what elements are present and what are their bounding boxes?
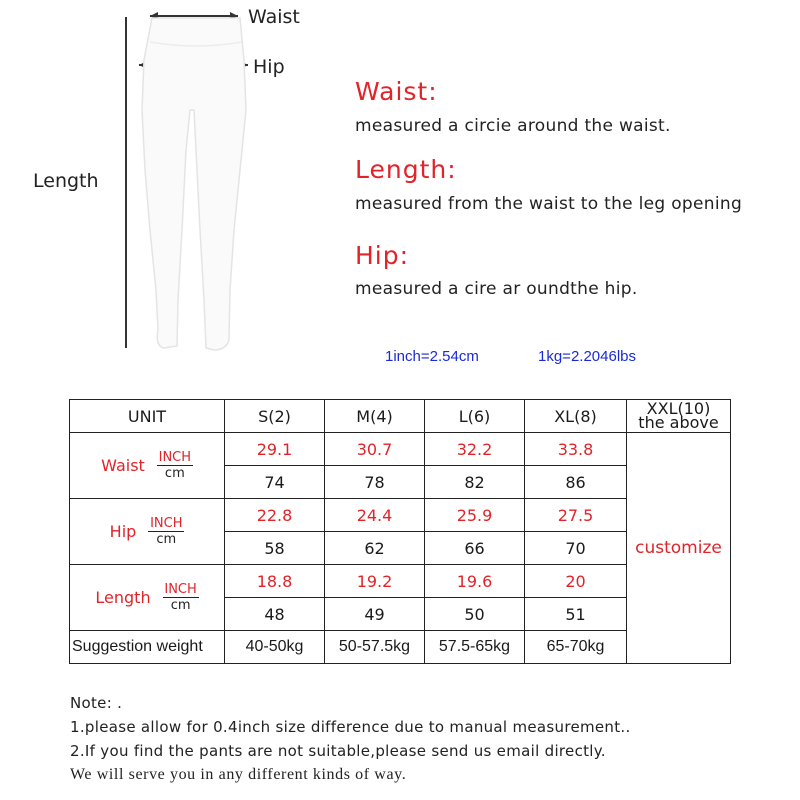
- waist-def-text: measured a circie around the waist.: [355, 116, 671, 136]
- size-header: XL(8): [525, 400, 627, 433]
- size-chart-table: [69, 399, 731, 664]
- length-def-text: measured from the waist to the leg opening: [355, 194, 743, 214]
- size-header: S(2): [225, 400, 325, 433]
- size-header: M(4): [325, 400, 425, 433]
- note-line-3: We will serve you in any different kinds of way.: [70, 766, 407, 783]
- leggings-silhouette: [142, 18, 246, 350]
- row-label: Hip: [109, 522, 137, 541]
- table-cell: 29.1: [225, 433, 325, 466]
- table-cell: 65-70kg: [525, 631, 627, 664]
- table-cell: 27.5: [525, 499, 627, 532]
- table-cell: 18.8: [225, 565, 325, 598]
- table-cell: 70: [525, 532, 627, 565]
- row-label-cell: [70, 565, 225, 631]
- unit-cm: cm: [164, 466, 185, 481]
- xxl-header-line2: the above: [638, 413, 719, 432]
- note-line-1: 1.please allow for 0.4inch size difference due to manual measurement..: [70, 718, 631, 736]
- unit-header: UNIT: [70, 400, 225, 433]
- table-cell: 86: [525, 466, 627, 499]
- customize-cell: [627, 433, 731, 664]
- hip-label: Hip: [253, 56, 285, 78]
- table-cell: 32.2: [425, 433, 525, 466]
- table-cell: 40-50kg: [225, 631, 325, 664]
- length-label: Length: [33, 170, 99, 192]
- hip-def-text: measured a cire ar oundthe hip.: [355, 279, 638, 299]
- table-cell: 82: [425, 466, 525, 499]
- table-cell: 57.5-65kg: [425, 631, 525, 664]
- kg-conversion: 1kg=2.2046lbs: [538, 348, 636, 365]
- row-label: Waist: [101, 456, 145, 475]
- table-cell: 49: [325, 598, 425, 631]
- table-cell: 74: [225, 466, 325, 499]
- unit-inch: INCH: [158, 450, 192, 465]
- table-cell: 30.7: [325, 433, 425, 466]
- table-cell: 19.6: [425, 565, 525, 598]
- table-cell: 50-57.5kg: [325, 631, 425, 664]
- row-label: Length: [95, 588, 151, 607]
- inch-conversion: 1inch=2.54cm: [385, 348, 479, 365]
- table-cell: 22.8: [225, 499, 325, 532]
- table-cell: 25.9: [425, 499, 525, 532]
- table-cell: 48: [225, 598, 325, 631]
- table-cell: 20: [525, 565, 627, 598]
- row-label-cell: [70, 433, 225, 499]
- table-header-row: [70, 400, 731, 433]
- unit-cm: cm: [156, 532, 177, 547]
- waist-def-title: Waist:: [355, 77, 438, 106]
- row-label-cell: [70, 499, 225, 565]
- customize-text: customize: [635, 538, 722, 558]
- waist-label: Waist: [248, 6, 300, 28]
- xxl-header-line1: XXL(10): [646, 399, 711, 418]
- table-cell: 62: [325, 532, 425, 565]
- suggestion-label: Suggestion weight: [70, 631, 225, 664]
- table-cell: 78: [325, 466, 425, 499]
- note-line-2: 2.If you find the pants are not suitable,please send us email directly.: [70, 742, 606, 760]
- xxl-header: [627, 400, 731, 433]
- table-cell: 19.2: [325, 565, 425, 598]
- table-row: [70, 433, 731, 466]
- table-cell: 58: [225, 532, 325, 565]
- table-cell: 51: [525, 598, 627, 631]
- note-heading: Note: .: [70, 694, 123, 712]
- unit-cm: cm: [170, 598, 191, 613]
- size-header: L(6): [425, 400, 525, 433]
- table-cell: 24.4: [325, 499, 425, 532]
- table-cell: 33.8: [525, 433, 627, 466]
- length-def-title: Length:: [355, 155, 457, 184]
- unit-inch: INCH: [164, 582, 197, 597]
- table-cell: 50: [425, 598, 525, 631]
- hip-def-title: Hip:: [355, 241, 410, 270]
- table-cell: 66: [425, 532, 525, 565]
- unit-inch: INCH: [150, 516, 183, 531]
